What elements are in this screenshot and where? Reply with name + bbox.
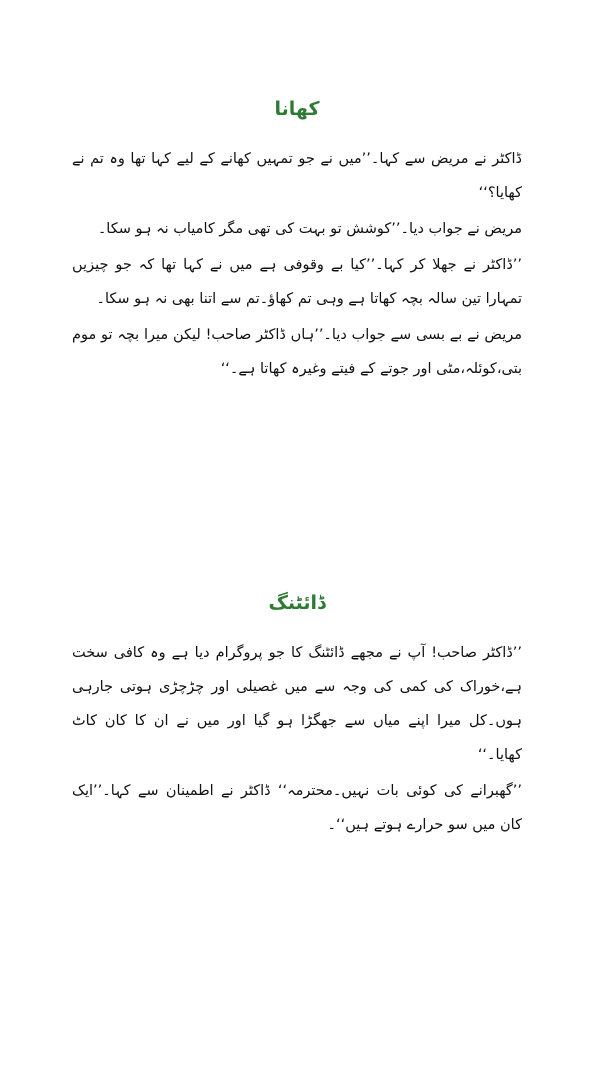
section-title: ڈائٹنگ xyxy=(268,592,326,614)
joke-section-dieting xyxy=(72,590,522,842)
paragraph: ’’ڈاکٹر صاحب! آپ نے مجھے ڈائٹنگ کا جو پروگرام دیا ہے وہ کافی سخت ہے،خوراک کی کمی کی وجہ سے میں غصیلی اور چڑچڑی ہوتی جارہی ہوں۔کل میرا اپنے میاں سے جھگڑا ہو گیا اور میں نے ان کا کان کاٹ کھایا۔‘‘ xyxy=(72,645,522,763)
paragraph: ’’ڈاکٹر نے جھلا کر کہا۔’’کیا بے وقوفی ہے میں نے کہا تھا کہ جو چیزیں تمہارا تین سالہ بچہ کھاتا ہے وہی تم کھاؤ۔تم سے اتنا بھی نہ ہو سکا۔ xyxy=(72,257,522,307)
joke-section-food xyxy=(72,96,522,386)
paragraph: ڈاکٹر نے مریض سے کہا۔’’میں نے جو تمہیں کھانے کے لیے کہا تھا وہ تم نے کھایا؟‘‘ xyxy=(72,151,522,201)
paragraph: مریض نے بے بسی سے جواب دیا۔’’ہاں ڈاکٹر صاحب! لیکن میرا بچہ تو موم بتی،کوئلہ،مٹی اور جوتے کے فیتے وغیرہ کھاتا ہے۔‘‘ xyxy=(72,327,522,377)
paragraph: ’’گھبرانے کی کوئی بات نہیں۔محترمہ‘‘ ڈاکٹر نے اطمینان سے کہا۔’’ایک کان میں سو حرارے ہوتے ہیں‘‘۔ xyxy=(72,783,522,833)
paragraph: مریض نے جواب دیا۔’’کوشش تو بہت کی تھی مگر کامیاب نہ ہو سکا۔ xyxy=(97,221,522,237)
section-title: کھانا xyxy=(274,98,320,120)
